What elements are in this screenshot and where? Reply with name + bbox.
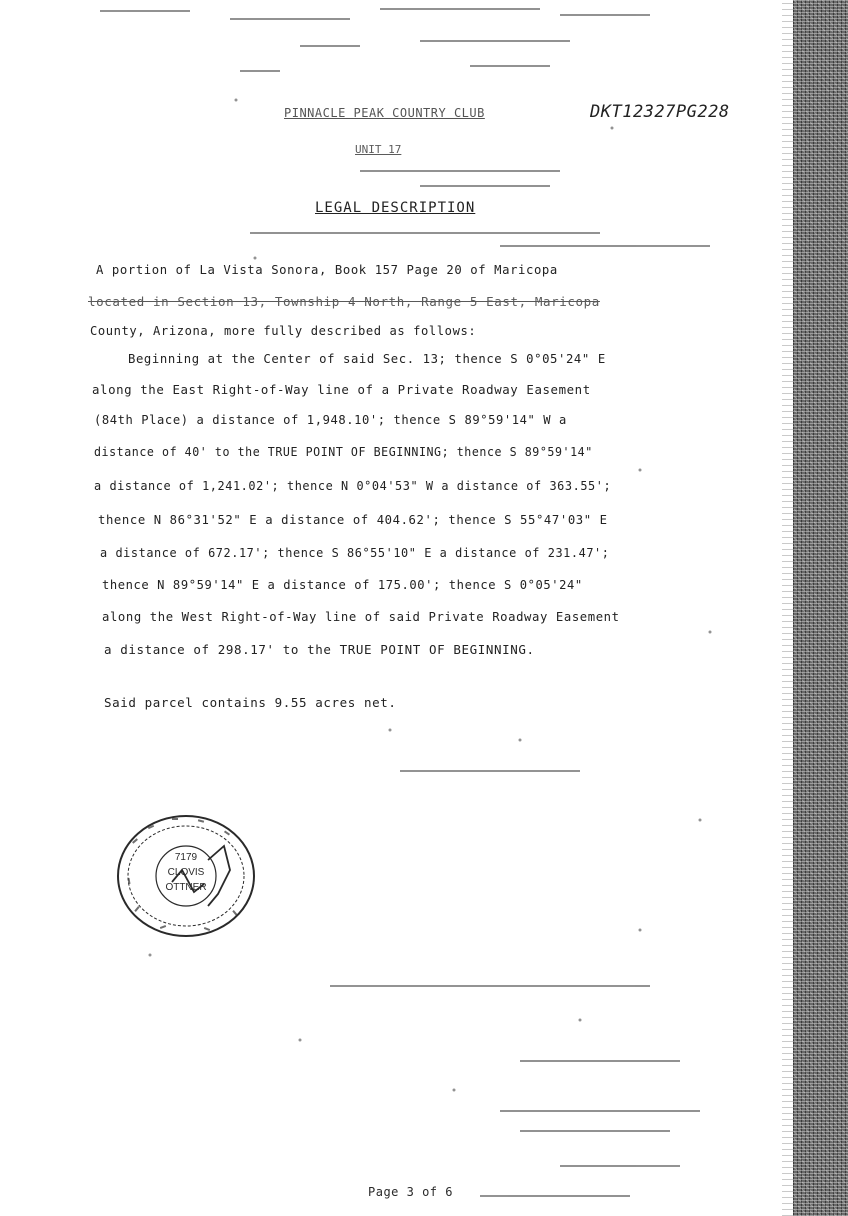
unit-label: UNIT 17 (355, 143, 402, 156)
body-line: a distance of 1,241.02'; thence N 0°04'53" W a distance of 363.55'; (94, 478, 612, 493)
body-line: A portion of La Vista Sonora, Book 157 Page 20 of Maricopa (96, 262, 558, 277)
body-line: located in Section 13, Township 4 North, Range 5 East, Maricopa (88, 294, 600, 309)
seal-number: 7179 (174, 852, 198, 863)
body-line: thence N 89°59'14" E a distance of 175.00'; thence S 0°05'24" (102, 577, 583, 592)
body-line: distance of 40' to the TRUE POINT OF BEGINNING; thence S 89°59'14" (94, 444, 593, 459)
body-line: along the East Right-of-Way line of a Private Roadway Easement (92, 382, 591, 397)
seal-name-first: CLOVIS (167, 867, 205, 878)
scan-dark-margin (793, 0, 848, 1216)
section-title: LEGAL DESCRIPTION (315, 200, 476, 216)
seal-name-last: OTTNER (165, 882, 207, 893)
recording-number: DKT12327PG228 (590, 102, 730, 122)
body-line: Beginning at the Center of said Sec. 13; thence S 0°05'24" E (128, 351, 606, 366)
body-line: along the West Right-of-Way line of said Private Roadway Easement (102, 609, 620, 624)
body-line: Said parcel contains 9.55 acres net. (104, 695, 397, 710)
body-line: a distance of 672.17'; thence S 86°55'10" E a distance of 231.47'; (100, 545, 610, 560)
body-line: a distance of 298.17' to the TRUE POINT OF BEGINNING. (104, 642, 535, 657)
page-number: Page 3 of 6 (368, 1185, 453, 1199)
surveyor-seal (112, 810, 262, 940)
document-header (280, 100, 780, 140)
body-line: County, Arizona, more fully described as follows: (90, 323, 477, 338)
body-line: (84th Place) a distance of 1,948.10'; thence S 89°59'14" W a (94, 412, 567, 427)
body-line: thence N 86°31'52" E a distance of 404.62'; thence S 55°47'03" E (98, 512, 608, 527)
project-name: PINNACLE PEAK COUNTRY CLUB (284, 106, 485, 120)
